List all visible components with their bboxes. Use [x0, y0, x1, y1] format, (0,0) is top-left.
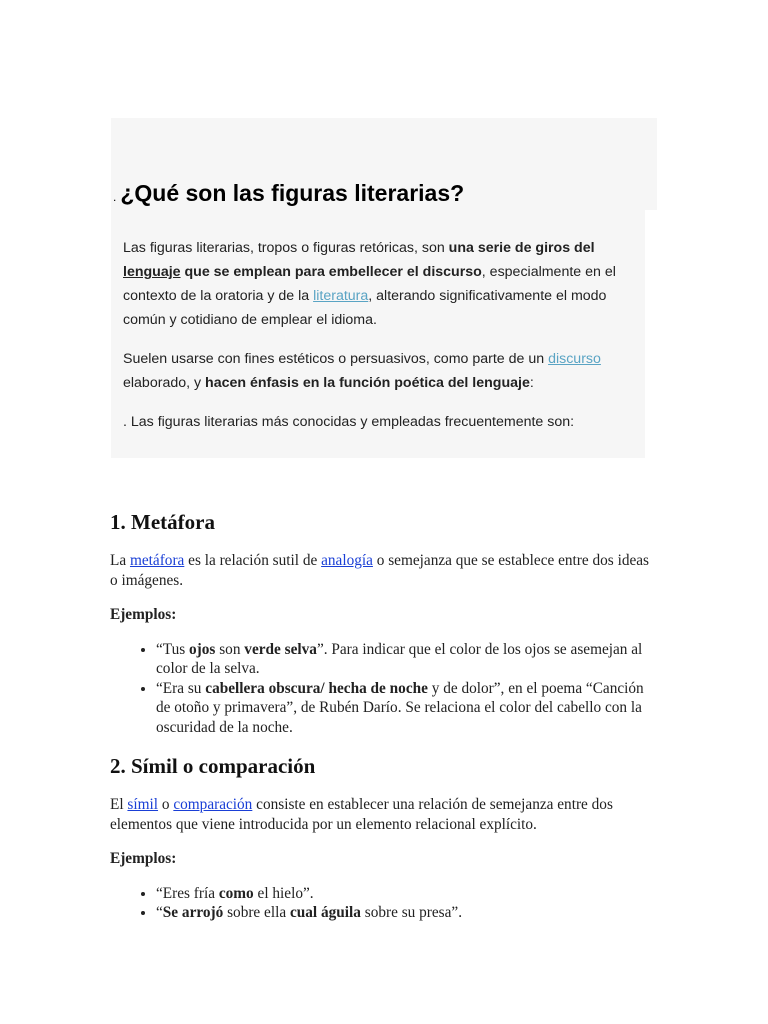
metafora-link[interactable]: metáfora: [129, 552, 185, 569]
simil-link[interactable]: símil: [127, 796, 159, 813]
comparacion-link[interactable]: comparación: [173, 796, 253, 813]
analogia-link[interactable]: analogía: [321, 552, 373, 569]
section-heading-simil: 2. Símil o comparación: [110, 754, 316, 778]
list-item: • “Tus ojos son verde selva”. Para indicar que el color de los ojos se asemejan al color de la selva.: [156, 640, 660, 679]
title-text: ¿Qué son las figuras literarias?: [120, 180, 465, 206]
intro-paragraph-1: Las figuras literarias, tropos o figuras retóricas, son una serie de giros del lenguaje que se emplean para embellecer el discurso, especialmente en el contexto de la oratoria y de la literatura, alterando significativamente el modo común y cotidiano de emplear el idioma.: [123, 240, 616, 328]
list-item: • “Eres fría como el hielo”.: [156, 884, 660, 904]
metafora-paragraph: La metáfora es la relación sutil de analogía o semejanza que se establece entre dos ideas o imágenes.: [110, 552, 650, 589]
simil-examples-list: [110, 884, 660, 923]
list-item: • “Se arrojó sobre ella cual águila sobre su presa”.: [156, 903, 660, 923]
list-item: • “Era su cabellera obscura/ hecha de noche y de dolor”, en el poema “Canción de otoño y primavera”, de Rubén Darío. Se relaciona el color del cabello con la oscuridad de la noche.: [156, 679, 660, 738]
document-body: [110, 508, 660, 938]
intro-text: [123, 236, 643, 449]
literatura-link[interactable]: literatura: [313, 288, 369, 304]
metafora-examples-list: [110, 640, 660, 738]
metafora-examples-label: Ejemplos:: [110, 606, 177, 623]
section-heading-metafora: 1. Metáfora: [110, 510, 215, 534]
discurso-link[interactable]: discurso: [548, 351, 601, 367]
title-dot: .: [113, 190, 117, 204]
lenguaje-link[interactable]: lenguaje: [123, 264, 181, 280]
intro-paragraph-3: . Las figuras literarias más conocidas y empleadas frecuentemente son:: [123, 414, 575, 430]
simil-paragraph: El símil o comparación consiste en establecer una relación de semejanza entre dos elementos que viene introducida por un elemento relacional explícito.: [110, 796, 613, 833]
simil-examples-label: Ejemplos:: [110, 850, 177, 867]
intro-paragraph-2: Suelen usarse con fines estéticos o persuasivos, como parte de un discurso elaborado, y hacen énfasis en la función poética del lenguaje:: [123, 351, 601, 391]
page-title: [113, 180, 464, 207]
